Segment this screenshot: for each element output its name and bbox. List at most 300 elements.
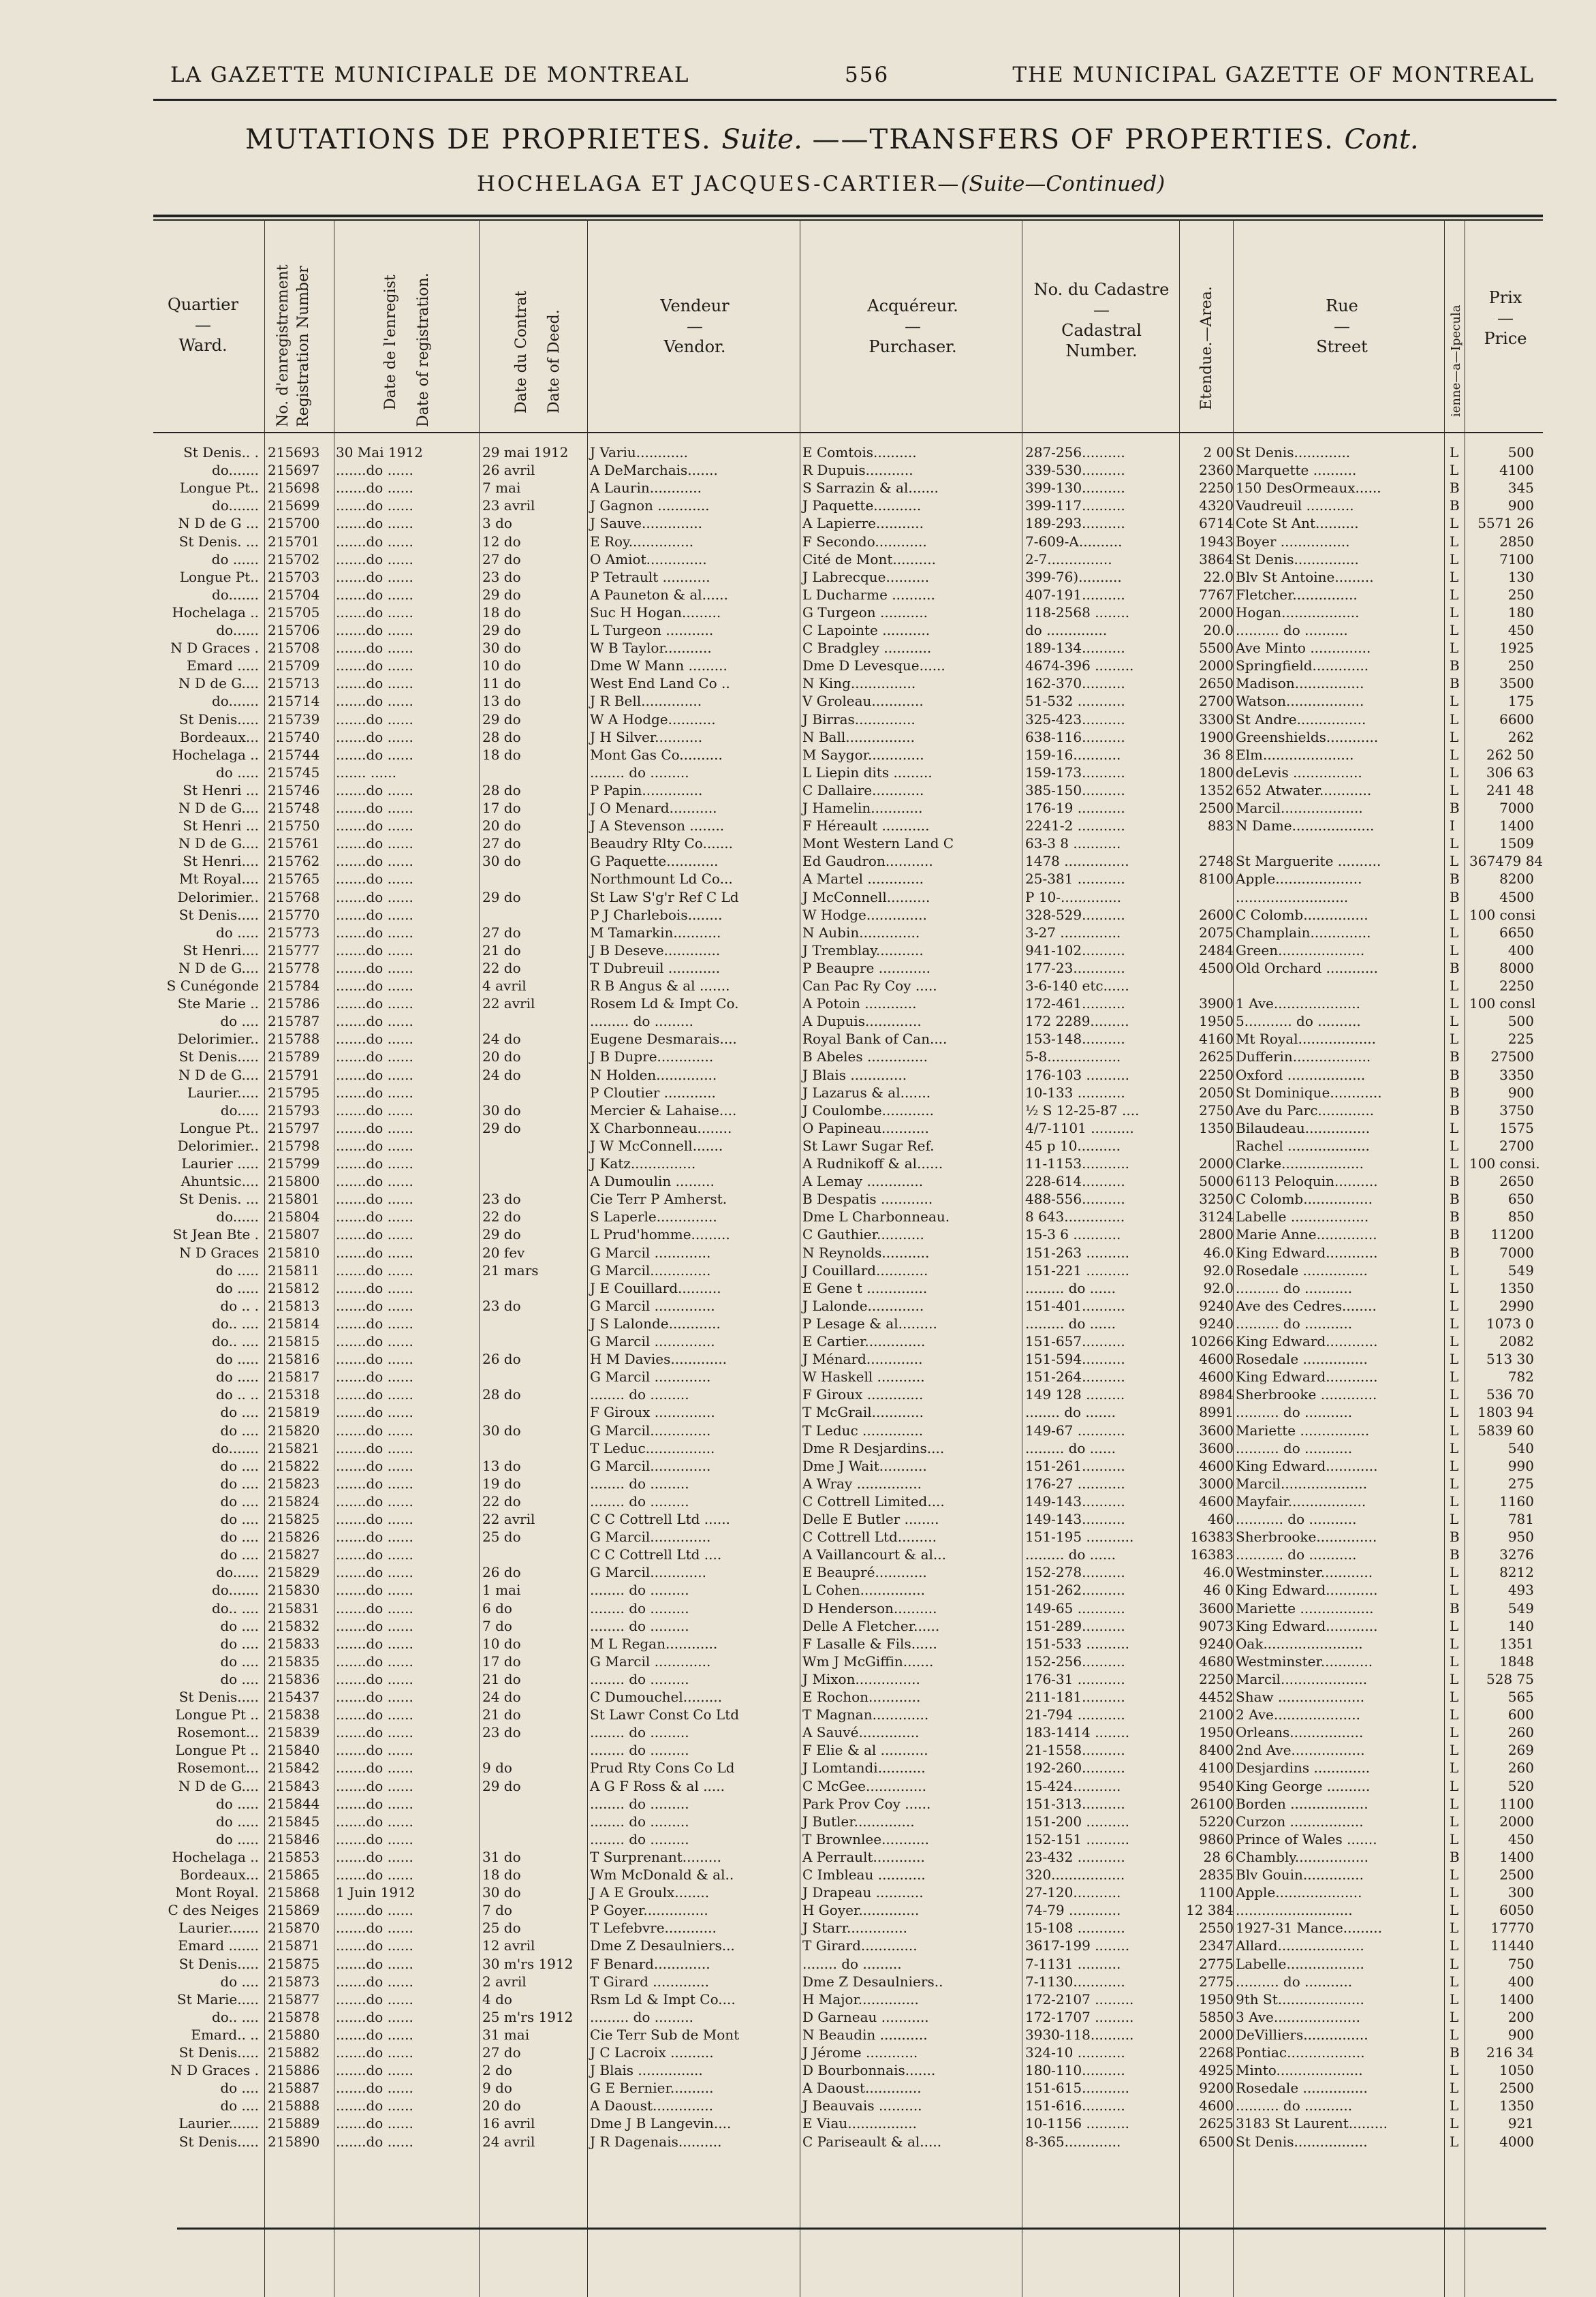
vendor-cell: Rosem Ld & Impt Co. [590, 995, 739, 1012]
registration-number-cell: 215761 [268, 835, 320, 852]
price-cell: 100 consi. [1469, 1155, 1540, 1172]
table-row [0, 818, 1596, 834]
street-cell: C Colomb................ [1236, 1191, 1373, 1208]
registration-number-cell: 215789 [268, 1048, 320, 1065]
registration-number-cell: 215813 [268, 1297, 320, 1314]
registration-date-cell: .......do ...... [336, 657, 413, 674]
registration-number-cell: 215795 [268, 1084, 320, 1101]
area-cell: 2000 [1199, 657, 1234, 674]
price-cell: 549 [1507, 1262, 1534, 1279]
table-row [0, 587, 1596, 603]
deed-date-cell: 4 do [482, 1990, 512, 2007]
cadastre-cell: 488-556.......... [1025, 1191, 1125, 1208]
vendor-cell: O Amiot.............. [590, 550, 707, 567]
price-cell: 11200 [1490, 1226, 1534, 1243]
area-cell: 4500 [1199, 959, 1234, 976]
table-row [0, 1885, 1596, 1901]
tenure-cell: L [1450, 1013, 1459, 1030]
street-cell: 2nd Ave................. [1236, 1742, 1365, 1759]
vendor-cell: T Surprenant......... [590, 1848, 721, 1865]
cadastre-cell: 151-616.......... [1025, 2097, 1125, 2114]
ward-cell: do...... [216, 622, 259, 638]
vendor-cell: A G F Ross & al ..... [590, 1777, 725, 1794]
registration-date-cell: .......do ...... [336, 1582, 413, 1599]
purchaser-cell: J Tremblay........... [802, 941, 924, 958]
header-acq-fr: Acquéreur. [867, 296, 958, 315]
ward-cell: Laurier..... [187, 1084, 259, 1101]
purchaser-cell: A Martel ............. [802, 871, 924, 888]
registration-number-cell: 215798 [268, 1137, 320, 1154]
ward-cell: Bordeaux... [179, 1866, 259, 1883]
area-cell: 92.0 [1203, 1279, 1234, 1296]
street-cell: Mariette ................ [1236, 1422, 1370, 1439]
deed-date-cell: 29 do [482, 586, 521, 603]
deed-date-cell: 2 do [482, 2062, 512, 2079]
purchaser-cell: C McGee.............. [802, 1777, 926, 1794]
street-cell: Ave du Parc............. [1236, 1101, 1375, 1119]
registration-date-cell: .......do ...... [336, 604, 413, 621]
registration-date-cell: ....... ...... [336, 764, 397, 781]
price-cell: 8000 [1499, 959, 1534, 976]
area-cell: 2268 [1199, 2044, 1234, 2061]
header-area: Etendue.—Area. [1198, 286, 1215, 410]
vendor-cell: J E Couillard.......... [590, 1279, 721, 1296]
cadastre-cell: 7-1130............ [1025, 1973, 1125, 1990]
ward-cell: N D Graces [178, 1244, 259, 1261]
tenure-cell: B [1450, 675, 1460, 692]
street-cell: C Colomb............... [1236, 906, 1368, 923]
deed-date-cell: 27 do [482, 2044, 521, 2061]
cadastre-cell: 176-27 ........... [1025, 1475, 1125, 1492]
vendor-cell: A Laurin............ [590, 480, 702, 497]
registration-date-cell: .......do ...... [336, 1137, 413, 1154]
price-cell: 7000 [1499, 1244, 1534, 1261]
table-row [0, 1529, 1596, 1545]
registration-date-cell: 30 Mai 1912 [336, 444, 423, 460]
vendor-cell: Mercier & Lahaise.... [590, 1101, 737, 1119]
registration-number-cell: 215836 [268, 1670, 320, 1687]
price-cell: 2500 [1499, 2080, 1534, 2097]
price-cell: 450 [1507, 622, 1534, 638]
tenure-cell: L [1450, 1706, 1459, 1723]
price-cell: 950 [1507, 1529, 1534, 1546]
vendor-cell: Suc H Hogan......... [590, 604, 721, 621]
price-cell: 7100 [1499, 550, 1534, 567]
tenure-cell: L [1450, 1973, 1459, 1990]
table-row [0, 498, 1596, 514]
deed-date-cell: 18 do [482, 1866, 521, 1883]
registration-number-cell: 215788 [268, 1031, 320, 1048]
deed-date-cell: 29 do [482, 710, 521, 728]
ward-cell: do ..... [216, 1795, 259, 1812]
vendor-cell: J A E Groulx........ [590, 1884, 710, 1901]
registration-date-cell: .......do ...... [336, 1155, 413, 1172]
price-cell: 1050 [1499, 2062, 1534, 2079]
table-row [0, 1191, 1596, 1207]
tenure-cell: L [1450, 1031, 1459, 1048]
vendor-cell: J Blais ............... [590, 2062, 703, 2079]
ward-cell: do ..... [216, 1279, 259, 1296]
ward-cell: St Henri.... [183, 853, 259, 870]
registration-number-cell: 215833 [268, 1635, 320, 1652]
tenure-cell: L [1450, 2062, 1459, 2079]
street-cell: .......... do .......... [1236, 622, 1348, 638]
vendor-cell: Dme J B Langevin.... [590, 2115, 732, 2132]
ward-cell: do ..... [216, 1262, 259, 1279]
registration-date-cell: .......do ...... [336, 1475, 413, 1492]
cadastre-cell: 7-1131 .......... [1025, 1955, 1121, 1972]
street-cell: 3 Ave.................... [1236, 2008, 1360, 2025]
registration-date-cell: .......do ...... [336, 2044, 413, 2061]
street-cell: King Edward............ [1236, 1244, 1378, 1261]
purchaser-cell: J Coulombe............ [802, 1101, 934, 1119]
street-cell: Sherbrooke.............. [1236, 1529, 1377, 1546]
registration-number-cell: 215886 [268, 2062, 320, 2079]
purchaser-cell: J Lazarus & al....... [802, 1084, 931, 1101]
purchaser-cell: E Rochon............ [802, 1689, 921, 1705]
deed-date-cell: 22 do [482, 1493, 521, 1510]
tenure-cell: L [1450, 1279, 1459, 1296]
vendor-cell: ........ do ......... [590, 1599, 689, 1616]
table-row [0, 1014, 1596, 1029]
deed-date-cell: 20 do [482, 817, 521, 834]
registration-number-cell: 215814 [268, 1315, 320, 1332]
registration-date-cell: .......do ...... [336, 995, 413, 1012]
table-row [0, 1227, 1596, 1243]
deed-date-cell: 30 do [482, 640, 521, 657]
street-cell: N Dame................... [1236, 817, 1375, 834]
price-cell: 262 50 [1486, 746, 1534, 763]
table-row [0, 1369, 1596, 1385]
cadastre-cell: 151-200 .......... [1025, 1813, 1130, 1830]
ward-cell: Mt Royal.... [178, 871, 259, 888]
deed-date-cell: 25 do [482, 1529, 521, 1546]
area-cell: 2700 [1199, 693, 1234, 710]
cadastre-cell: 172-2107 ......... [1025, 1990, 1134, 2007]
price-cell: 140 [1507, 1617, 1534, 1634]
registration-number-cell: 215699 [268, 497, 320, 514]
registration-number-cell: 215791 [268, 1066, 320, 1083]
table-row [0, 1814, 1596, 1830]
ward-cell: do ..... [216, 764, 259, 781]
cadastre-cell: 25-381 ........... [1025, 871, 1125, 888]
registration-date-cell: .......do ...... [336, 1742, 413, 1759]
cadastre-cell: 10-1156 .......... [1025, 2115, 1130, 2132]
registration-number-cell: 215887 [268, 2080, 320, 2097]
street-cell: Ave Minto .............. [1236, 640, 1371, 657]
street-cell: 2 Ave.................... [1236, 1706, 1360, 1723]
street-cell: Borden .................. [1236, 1795, 1368, 1812]
tenure-cell: L [1450, 1955, 1459, 1972]
price-cell: 6600 [1499, 710, 1534, 728]
registration-number-cell: 215748 [268, 800, 320, 816]
registration-date-cell: .......do ...... [336, 1351, 413, 1368]
tenure-cell: L [1450, 462, 1459, 479]
cadastre-cell: 151-261.......... [1025, 1457, 1125, 1474]
price-cell: 528 75 [1486, 1670, 1534, 1687]
ward-cell: N D de G.... [178, 1777, 259, 1794]
price-cell: 180 [1507, 604, 1534, 621]
purchaser-cell: F Secondo............ [802, 533, 927, 550]
deed-date-cell: 31 do [482, 1848, 521, 1865]
street-cell: Westminster............ [1236, 1653, 1373, 1670]
area-cell: 1950 [1199, 1724, 1234, 1741]
registration-date-cell: .......do ...... [336, 853, 413, 870]
area-cell: 3600 [1199, 1422, 1234, 1439]
purchaser-cell: Delle A Fletcher...... [802, 1617, 940, 1634]
table-row [0, 1832, 1596, 1847]
street-cell: Desjardins ............. [1236, 1760, 1371, 1777]
registration-number-cell: 215797 [268, 1119, 320, 1136]
table-row [0, 1956, 1596, 1972]
price-cell: 520 [1507, 1777, 1534, 1794]
deed-date-cell: 20 do [482, 2097, 521, 2114]
street-cell: Bilaudeau............... [1236, 1119, 1371, 1136]
registration-date-cell: .......do ...... [336, 1066, 413, 1083]
street-cell: St Denis............... [1236, 550, 1359, 567]
ward-cell: do .... [220, 1617, 259, 1634]
deed-date-cell: 27 do [482, 924, 521, 941]
cadastre-cell: 399-130.......... [1025, 480, 1125, 497]
ward-cell: do .... [220, 1493, 259, 1510]
registration-date-cell: .......do ...... [336, 1439, 413, 1456]
price-cell: 3350 [1499, 1066, 1534, 1083]
registration-date-cell: .......do ...... [336, 1920, 413, 1937]
tenure-cell: L [1450, 693, 1459, 710]
table-row [0, 996, 1596, 1012]
ward-cell: do....... [212, 1439, 259, 1456]
tenure-cell: B [1450, 1208, 1460, 1225]
registration-date-cell: .......do ...... [336, 1617, 413, 1634]
area-cell: 5500 [1199, 640, 1234, 657]
registration-date-cell: .......do ...... [336, 1493, 413, 1510]
ward-cell: N D Graces . [170, 2062, 259, 2079]
tenure-cell: B [1450, 2044, 1460, 2061]
header-street-fr: Rue [1326, 296, 1358, 315]
price-cell: 1160 [1499, 1493, 1534, 1510]
tenure-cell: L [1450, 2115, 1459, 2132]
street-cell: Allard.................... [1236, 1937, 1364, 1954]
street-cell: St Marguerite .......... [1236, 853, 1381, 870]
ward-cell: St Henri.... [183, 941, 259, 958]
registration-number-cell: 215739 [268, 710, 320, 728]
registration-date-cell: .......do ...... [336, 1511, 413, 1527]
registration-number-cell: 215784 [268, 978, 320, 994]
deed-date-cell: 30 do [482, 1101, 521, 1119]
vendor-cell: S Laperle.............. [590, 1208, 717, 1225]
header-vendor: Vendeur — Vendor. [599, 296, 790, 357]
area-cell: 5220 [1199, 1813, 1234, 1830]
ward-cell: St Marie..... [176, 1990, 259, 2007]
cadastre-cell: 183-1414 ........ [1025, 1724, 1130, 1741]
tenure-cell: L [1450, 1813, 1459, 1830]
registration-date-cell: .......do ...... [336, 1404, 413, 1421]
ward-cell: Mont Royal. [175, 1884, 259, 1901]
header-street: Rue — Street [1247, 296, 1437, 357]
area-cell: 2625 [1199, 2115, 1234, 2132]
registration-number-cell: 215700 [268, 515, 320, 532]
purchaser-cell: Royal Bank of Can.... [802, 1031, 948, 1048]
cadastre-cell: 385-150.......... [1025, 781, 1125, 798]
vendor-cell: Northmount Ld Co... [590, 871, 733, 888]
price-cell: 450 [1507, 1830, 1534, 1847]
street-cell: King Edward............ [1236, 1333, 1378, 1349]
price-cell: 100 consi [1469, 906, 1536, 923]
street-cell: Minto.................... [1236, 2062, 1363, 2079]
street-cell: St Andre................ [1236, 710, 1366, 728]
registration-date-cell: .......do ...... [336, 2008, 413, 2025]
cadastre-cell: 2-7............... [1025, 550, 1112, 567]
header-cad-en: Cadastral Number. [1061, 321, 1142, 360]
price-cell: 260 [1507, 1724, 1534, 1741]
price-cell: 1100 [1499, 1795, 1534, 1812]
area-cell: 6714 [1199, 515, 1234, 532]
registration-date-cell: .......do ...... [336, 1777, 413, 1794]
cadastre-cell: 11-1153........... [1025, 1155, 1130, 1172]
area-cell: 8400 [1199, 1742, 1234, 1759]
registration-number-cell: 215873 [268, 1973, 320, 1990]
purchaser-cell: A Lapierre........... [802, 515, 924, 532]
vendor-cell: A Dumoulin ......... [590, 1173, 715, 1190]
price-cell: 1400 [1499, 817, 1534, 834]
street-cell: Elm..................... [1236, 746, 1354, 763]
tenure-cell: B [1450, 480, 1460, 497]
purchaser-cell: C Lapointe ........... [802, 622, 930, 638]
vendor-cell: R B Angus & al ....... [590, 978, 730, 994]
vendor-cell: N Holden.............. [590, 1066, 717, 1083]
area-cell: 2484 [1199, 941, 1234, 958]
cadastre-cell: 4674-396 ......... [1025, 657, 1134, 674]
tenure-cell: L [1450, 906, 1459, 923]
table-row [0, 1281, 1596, 1296]
area-cell: 12 384 [1186, 1902, 1234, 1919]
ward-cell: Laurier ..... [181, 1155, 259, 1172]
registration-number-cell: 215868 [268, 1884, 320, 1901]
purchaser-cell: N Ball................ [802, 728, 915, 745]
table-row [0, 1796, 1596, 1812]
price-cell: 4000 [1499, 2133, 1534, 2150]
table-row [0, 534, 1596, 550]
street-cell: DeVilliers............... [1236, 2026, 1368, 2043]
area-cell: 4160 [1199, 1031, 1234, 1048]
registration-date-cell: .......do ...... [336, 781, 413, 798]
deed-date-cell: 9 do [482, 1760, 512, 1777]
title-en: ——TRANSFERS OF PROPERTIES. [812, 124, 1334, 155]
header-ward-fr: Quartier [168, 295, 238, 314]
purchaser-cell: Mont Western Land C [802, 835, 954, 852]
registration-date-cell: .......do ...... [336, 1760, 413, 1777]
tenure-cell: L [1450, 1137, 1459, 1154]
table-row [0, 1458, 1596, 1474]
registration-number-cell: 215823 [268, 1475, 320, 1492]
vendor-cell: C C Cottrell Ltd .... [590, 1546, 722, 1563]
registration-date-cell: .......do ...... [336, 1546, 413, 1563]
deed-date-cell: 10 do [482, 1635, 521, 1652]
vendor-cell: T Girard ............. [590, 1973, 709, 1990]
street-cell: Green.................... [1236, 941, 1365, 958]
table-row [0, 2098, 1596, 2114]
tenure-cell: L [1450, 1795, 1459, 1812]
ward-cell: do.. .... [212, 2008, 259, 2025]
tenure-cell: L [1450, 710, 1459, 728]
price-cell: 5839 60 [1477, 1422, 1534, 1439]
ward-cell: do ..... [216, 1351, 259, 1368]
price-cell: 650 [1507, 1191, 1534, 1208]
registration-number-cell: 215878 [268, 2008, 320, 2025]
registration-date-cell: .......do ...... [336, 1955, 413, 1972]
cadastre-cell: 4/7-1101 .......... [1025, 1119, 1134, 1136]
registration-date-cell: .......do ...... [336, 693, 413, 710]
ward-cell: do....... [212, 693, 259, 710]
vendor-cell: J A Stevenson ........ [590, 817, 725, 834]
vendor-cell: Dme W Mann ......... [590, 657, 727, 674]
purchaser-cell: H Goyer.............. [802, 1902, 920, 1919]
cadastre-cell: 21-794 ........... [1025, 1706, 1125, 1723]
registration-number-cell: 215703 [268, 568, 320, 585]
vendor-cell: T Leduc................ [590, 1439, 715, 1456]
tenure-cell: L [1450, 1830, 1459, 1847]
street-cell: Chambly................. [1236, 1848, 1368, 1865]
purchaser-cell: C Cottrell Limited.... [802, 1493, 945, 1510]
deed-date-cell: 24 do [482, 1689, 521, 1705]
table-row [0, 605, 1596, 621]
ward-cell: St Denis..... [178, 1048, 259, 1065]
subtitle [477, 172, 1294, 196]
street-cell: Sherbrooke ............. [1236, 1386, 1377, 1403]
ward-cell: Laurier....... [178, 2115, 259, 2132]
area-cell: 2075 [1199, 924, 1234, 941]
price-cell: 6050 [1499, 1902, 1534, 1919]
area-cell: 3124 [1199, 1208, 1234, 1225]
street-cell: St Dominique............ [1236, 1084, 1382, 1101]
ward-cell: Rosemont... [176, 1760, 259, 1777]
vendor-cell: P J Charlebois........ [590, 906, 723, 923]
purchaser-cell: N King............... [802, 675, 916, 692]
tenure-cell: B [1450, 800, 1460, 816]
purchaser-cell: C Cottrell Ltd......... [802, 1529, 937, 1546]
purchaser-cell: ........ do ......... [802, 1955, 902, 1972]
ward-cell: do .... [220, 1404, 259, 1421]
section-title [245, 124, 1471, 155]
header-price-fr: Prix [1488, 288, 1522, 307]
purchaser-cell: J Lomtandi........... [802, 1760, 926, 1777]
purchaser-cell: St Lawr Sugar Ref. [802, 1137, 935, 1154]
registration-number-cell: 215702 [268, 550, 320, 567]
deed-date-cell: 7 do [482, 1902, 512, 1919]
street-cell: Fletcher............... [1236, 586, 1358, 603]
header-ward: Quartier — Ward. [148, 294, 257, 356]
vendor-cell: West End Land Co .. [590, 675, 730, 692]
vendor-cell: Prud Rty Cons Co Ld [590, 1760, 735, 1777]
street-cell: King Edward............ [1236, 1369, 1378, 1386]
header-cad-fr: No. du Cadastre [1033, 280, 1170, 299]
table-row [0, 1512, 1596, 1527]
area-cell: 3864 [1199, 550, 1234, 567]
deed-date-cell: 20 do [482, 1048, 521, 1065]
tenure-cell: B [1450, 657, 1460, 674]
vendor-cell: P Cloutier ............ [590, 1084, 716, 1101]
area-cell: 1800 [1199, 764, 1234, 781]
registration-date-cell: .......do ...... [336, 906, 413, 923]
ward-cell: N D de G.... [178, 835, 259, 852]
table-row [0, 1743, 1596, 1758]
area-cell: 3000 [1199, 1475, 1234, 1492]
deed-date-cell: 24 avril [482, 2133, 535, 2150]
price-cell: 400 [1507, 1973, 1534, 1990]
registration-date-cell: .......do ...... [336, 2062, 413, 2079]
cadastre-cell: 21-1558.......... [1025, 1742, 1125, 1759]
price-cell: 600 [1507, 1706, 1534, 1723]
